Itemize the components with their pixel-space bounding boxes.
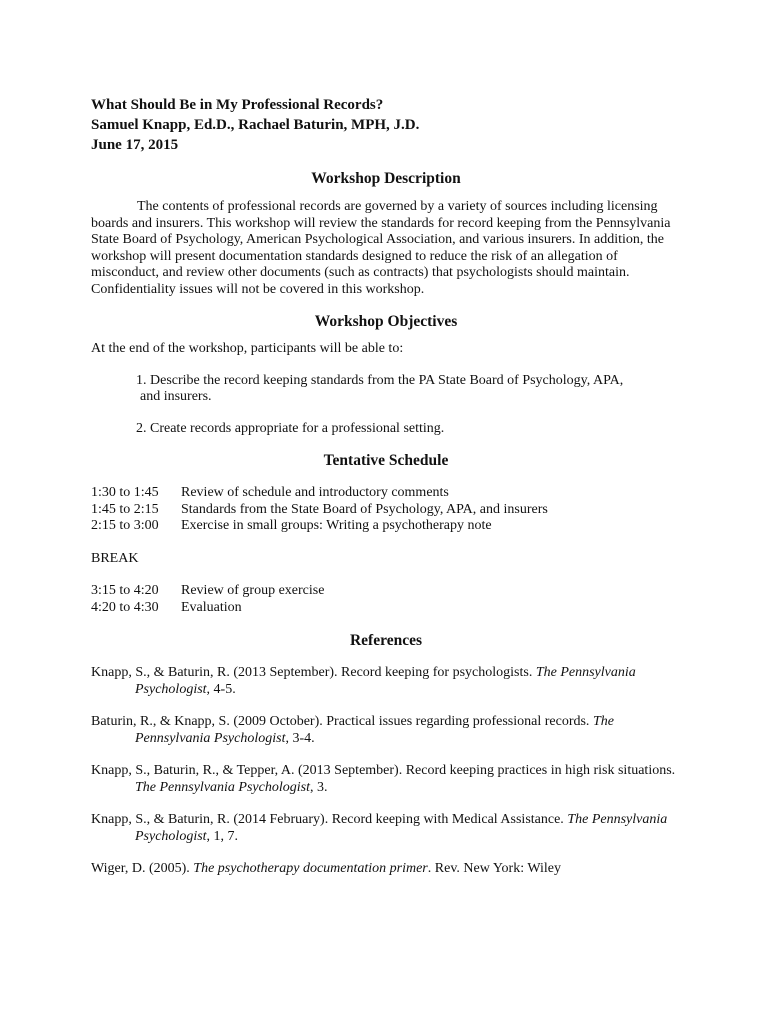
schedule-row bbox=[91, 518, 548, 535]
references-heading: References bbox=[349, 632, 422, 649]
schedule-row bbox=[91, 485, 548, 502]
reference-journal: The Pennsylvania Psychologist bbox=[135, 714, 614, 746]
schedule-row bbox=[91, 583, 324, 600]
reference-item bbox=[91, 714, 681, 747]
schedule-row bbox=[91, 502, 548, 519]
reference-journal: The Pennsylvania Psychologist bbox=[135, 779, 310, 795]
reference-tail: , 3. bbox=[309, 779, 328, 795]
schedule-table bbox=[91, 485, 548, 535]
schedule-activity: Review of schedule and introductory comments bbox=[181, 485, 449, 500]
objectives-intro: At the end of the workshop, participants will be able to: bbox=[91, 341, 404, 356]
schedule-heading: Tentative Schedule bbox=[323, 452, 449, 469]
schedule-time: 4:20 to 4:30 bbox=[91, 599, 159, 615]
document-date: June 17, 2015 bbox=[91, 137, 179, 153]
reference-tail: , 4-5. bbox=[206, 681, 236, 697]
reference-item bbox=[91, 861, 681, 878]
schedule-time: 3:15 to 4:20 bbox=[91, 583, 159, 598]
schedule-activity: Review of group exercise bbox=[181, 583, 325, 598]
document-title: What Should Be in My Professional Records? bbox=[91, 97, 384, 113]
reference-tail: , 1, 7. bbox=[206, 828, 239, 844]
reference-journal: The Pennsylvania Psychologist bbox=[135, 812, 668, 844]
schedule-row bbox=[91, 600, 324, 617]
document-header bbox=[91, 95, 681, 155]
schedule-break: BREAK bbox=[91, 550, 139, 566]
reference-text: Knapp, S., & Baturin, R. (2013 September). Record keeping for psychologists. bbox=[91, 665, 536, 680]
reference-tail: , 3-4. bbox=[285, 730, 315, 746]
reference-journal: The Pennsylvania Psychologist bbox=[135, 665, 636, 697]
reference-text: Baturin, R., & Knapp, S. (2009 October). Practical issues regarding professional records. bbox=[91, 714, 593, 729]
reference-text: Knapp, S., & Baturin, R. (2014 February). Record keeping with Medical Assistance. bbox=[91, 812, 568, 827]
reference-item bbox=[91, 665, 681, 698]
schedule-time: 1:45 to 2:15 bbox=[91, 501, 159, 517]
reference-text: Wiger, D. (2005). bbox=[91, 861, 194, 876]
reference-tail: . Rev. New York: Wiley bbox=[427, 861, 561, 876]
objectives-heading: Workshop Objectives bbox=[314, 313, 458, 330]
objective-line: and insurers. bbox=[140, 389, 212, 404]
reference-book-title: The psychotherapy documentation primer bbox=[193, 861, 428, 876]
schedule-time: 2:15 to 3:00 bbox=[91, 518, 159, 533]
reference-item bbox=[91, 763, 681, 796]
document-authors: Samuel Knapp, Ed.D., Rachael Baturin, MPH, J.D. bbox=[91, 117, 420, 133]
reference-item bbox=[91, 812, 681, 845]
schedule-time: 1:30 to 1:45 bbox=[91, 485, 159, 500]
objective-item bbox=[136, 421, 681, 438]
objective-line: 2. Create records appropriate for a professional setting. bbox=[136, 420, 445, 436]
reference-text: Knapp, S., Baturin, R., & Tepper, A. (2013 September). Record keeping practices in high risk situations. bbox=[91, 763, 676, 778]
schedule-activity: Evaluation bbox=[181, 599, 242, 615]
objective-line: 1. Describe the record keeping standards from the PA State Board of Psychology, APA, bbox=[136, 372, 624, 388]
schedule-activity: Standards from the State Board of Psychology, APA, and insurers bbox=[181, 501, 548, 517]
document-page bbox=[91, 95, 681, 878]
description-heading: Workshop Description bbox=[311, 170, 461, 187]
schedule-activity: Exercise in small groups: Writing a psychotherapy note bbox=[181, 518, 492, 533]
objective-item bbox=[136, 373, 681, 406]
description-text: The contents of professional records are governed by a variety of sources including licensing boards and insurers. This workshop will review the standards for record keeping from the Pennsylvania State Board of Psychology, American Psychological Association, and various insurers. In addition, the workshop will present documentation standards designed to reduce the risk of an allegation of misconduct, and review other documents (such as contracts) that psychologists should maintain. Confidentiality issues will not be covered in this workshop. bbox=[91, 199, 671, 297]
schedule-table bbox=[91, 583, 324, 616]
